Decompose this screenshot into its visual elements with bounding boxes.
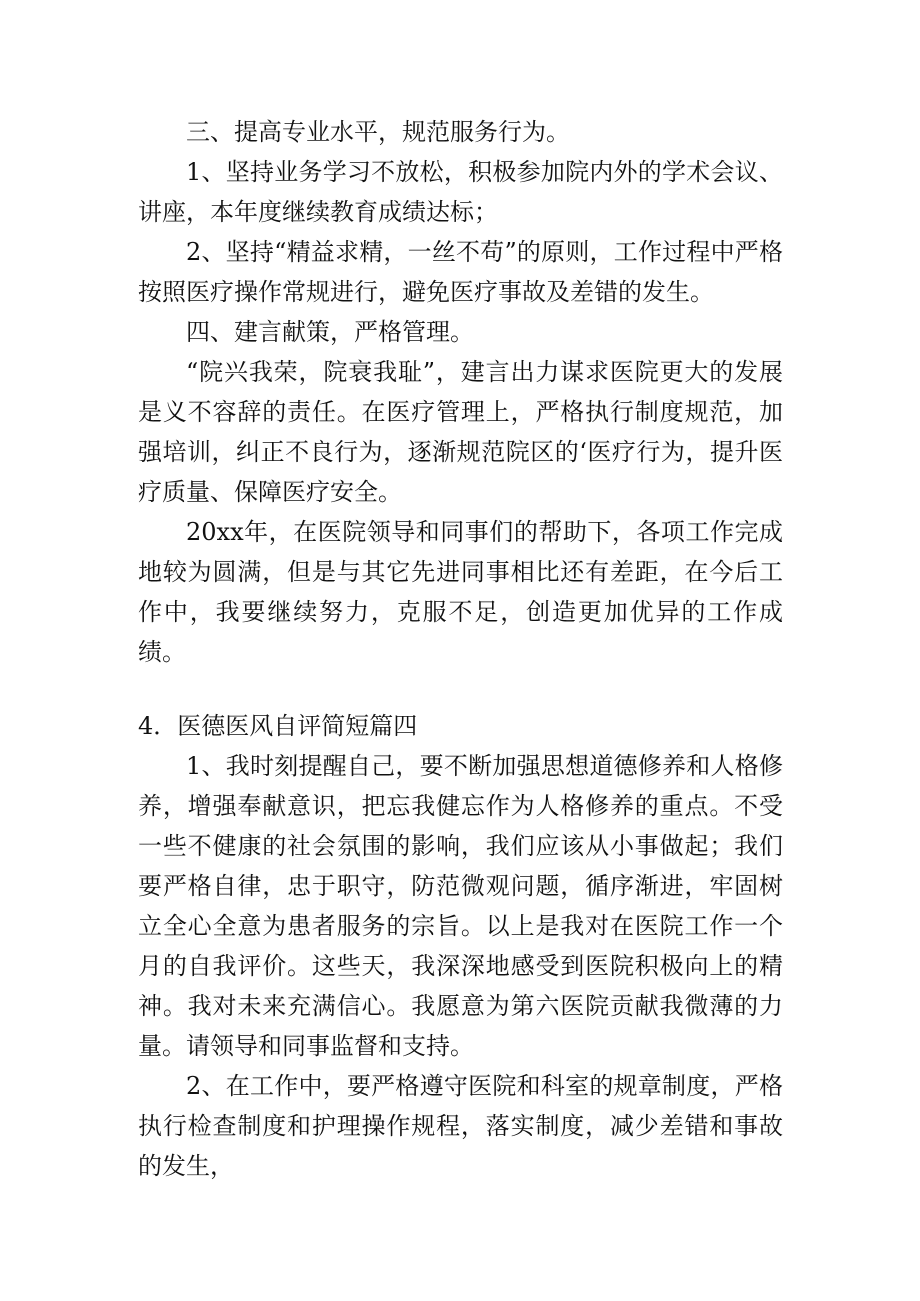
- paragraph-precision-principle: 2、坚持“精益求精，一丝不苟”的原则，工作过程中严格按照医疗操作常规进行，避免医疗事故及差错的发生。: [138, 238, 783, 306]
- subheading-suggestions-management: 四、建言献策，严格管理。: [186, 318, 474, 346]
- paragraph-year-summary: 20xx年，在医院领导和同事们的帮助下，各项工作完成地较为圆满，但是与其它先进同事相比还有差距，在今后工作中，我要继续努力，克服不足，创造更加优异的工作成绩。: [138, 518, 783, 666]
- document-body: [138, 112, 783, 1186]
- subheading-improve-professional-level: 三、提高专业水平，规范服务行为。: [186, 118, 570, 146]
- paragraph-study: 1、坚持业务学习不放松，积极参加院内外的学术会议、讲座，本年度继续教育成绩达标；: [138, 158, 783, 226]
- section-spacer: [138, 672, 783, 706]
- paragraph-self-reminder: 1、我时刻提醒自己，要不断加强思想道德修养和人格修养，增强奉献意识，把忘我健忘作为人格修养的重点。不受一些不健康的社会氛围的影响，我们应该从小事做起；我们要严格自律，忠于职守，防范微观问题，循序渐进，牢固树立全心全意为患者服务的宗旨。以上是我对在医院工作一个月的自我评价。这些天，我深深地感受到医院积极向上的精神。我对未来充满信心。我愿意为第六医院贡献我微薄的力量。请领导和同事监督和支持。: [138, 752, 783, 1060]
- section-title-part-four: 4．医德医风自评简短篇四: [138, 712, 418, 740]
- paragraph-hospital-honor: “院兴我荣，院衰我耻”，建言出力谋求医院更大的发展是义不容辞的责任。在医疗管理上，严格执行制度规范，加强培训，纠正不良行为，逐渐规范院区的‘医疗行为，提升医疗质量、保障医疗安全。: [138, 358, 783, 506]
- paragraph-rules-compliance: 2、在工作中，要严格遵守医院和科室的规章制度，严格执行检查制度和护理操作规程，落实制度，减少差错和事故的发生，: [138, 1072, 783, 1180]
